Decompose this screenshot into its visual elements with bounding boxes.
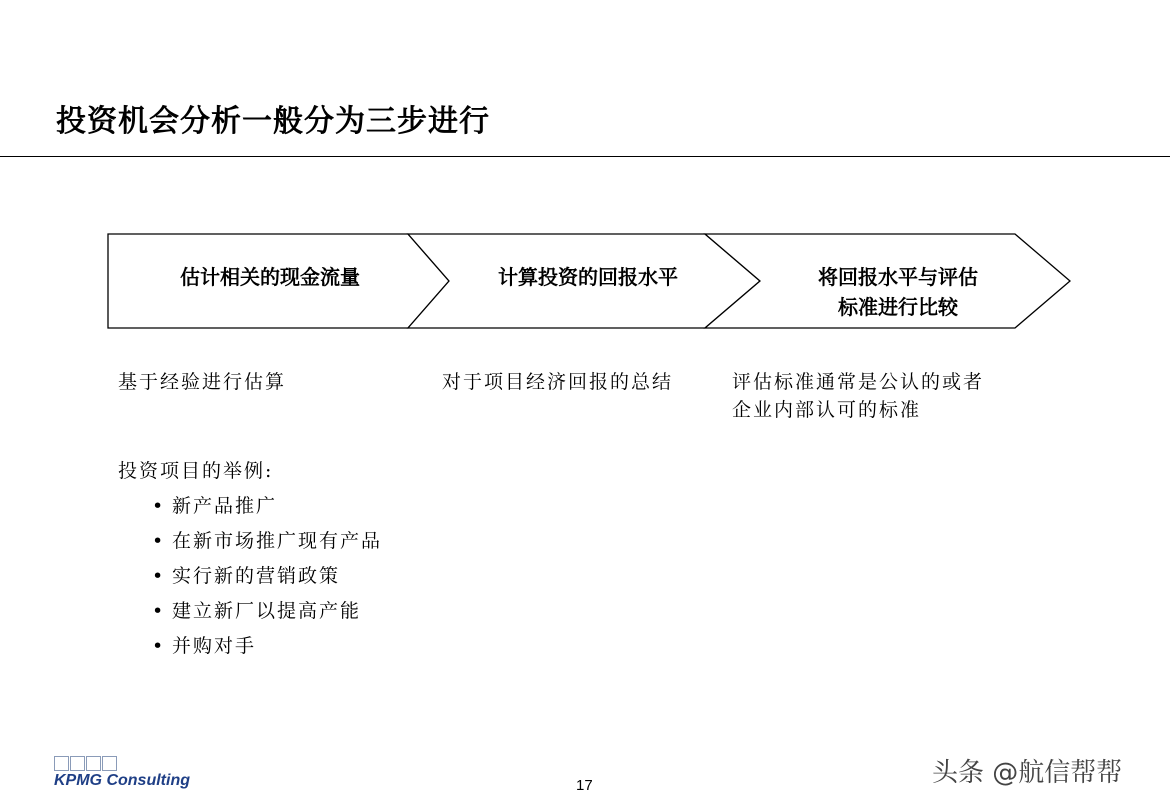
list-item: • 建立新厂以提高产能 — [152, 600, 362, 622]
step-1-label: 估计相关的现金流量 — [180, 265, 360, 289]
list-item: • 实行新的营销政策 — [152, 565, 341, 587]
examples-heading: 投资项目的举例: — [118, 460, 274, 482]
step-3-label: 将回报水平与评估 标准进行比较 — [818, 265, 978, 319]
list-item: • 新产品推广 — [152, 495, 278, 517]
list-item: • 并购对手 — [152, 635, 257, 657]
kpmg-squares-icon — [54, 756, 190, 771]
step-3-description: 评估标准通常是公认的或者企业内部认可的标准 — [732, 371, 985, 421]
step-2-description: 对于项目经济回报的总结 — [442, 371, 674, 393]
logo-text: KPMG Consulting — [54, 772, 190, 789]
step-2-label: 计算投资的回报水平 — [498, 265, 678, 289]
page-number: 17 — [576, 777, 593, 794]
examples-list — [152, 489, 382, 664]
list-item: • 在新市场推广现有产品 — [152, 530, 383, 552]
kpmg-logo — [54, 756, 190, 790]
page-title: 投资机会分析一般分为三步进行 — [56, 104, 490, 139]
step-1-description: 基于经验进行估算 — [118, 371, 287, 393]
watermark: 头条 @航信帮帮 — [932, 758, 1123, 788]
